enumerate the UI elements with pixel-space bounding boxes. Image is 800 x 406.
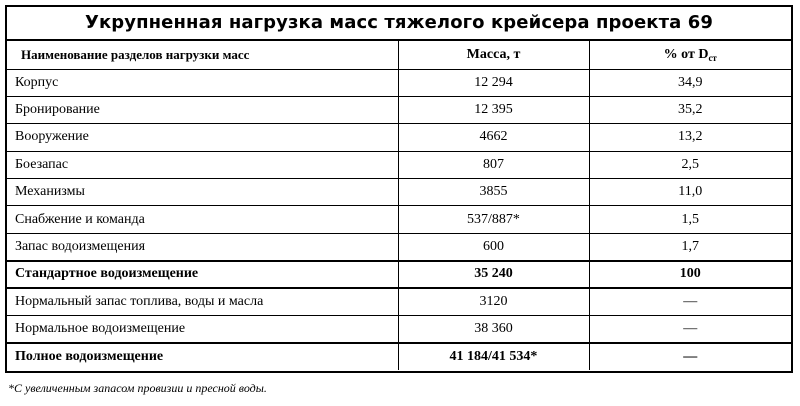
- row-mass-cell: 12 294: [398, 69, 589, 96]
- table-row: [7, 233, 791, 260]
- row-name-cell: Полное водоизмещение: [7, 343, 398, 370]
- row-mass-cell: 4662: [398, 124, 589, 151]
- row-mass-cell: 35 240: [398, 261, 589, 288]
- row-percent-cell: —: [589, 343, 791, 370]
- table-row: [7, 151, 791, 178]
- row-name-cell: Нормальное водоизмещение: [7, 316, 398, 343]
- row-percent-cell: 34,9: [589, 69, 791, 96]
- row-name-cell: Бронирование: [7, 96, 398, 123]
- row-percent-cell: —: [589, 288, 791, 315]
- table-row: [7, 316, 791, 343]
- header-row: [7, 41, 791, 69]
- table-row: [7, 261, 791, 288]
- table-row: [7, 206, 791, 233]
- header-percent: [589, 41, 791, 69]
- header-percent-label: % от D: [663, 46, 709, 62]
- table-row: [7, 124, 791, 151]
- row-name-cell: Запас водоизмещения: [7, 233, 398, 260]
- table-title: Укрупненная нагрузка масс тяжелого крейсера проекта 69: [7, 7, 791, 41]
- row-mass-cell: 38 360: [398, 316, 589, 343]
- header-name: Наименование разделов нагрузки масс: [7, 41, 398, 69]
- table-row: [7, 288, 791, 315]
- row-percent-cell: 11,0: [589, 179, 791, 206]
- row-mass-cell: 537/887*: [398, 206, 589, 233]
- row-mass-cell: 41 184/41 534*: [398, 343, 589, 370]
- row-mass-cell: 600: [398, 233, 589, 260]
- row-mass-cell: 12 395: [398, 96, 589, 123]
- row-mass-cell: 807: [398, 151, 589, 178]
- row-name-cell: Нормальный запас топлива, воды и масла: [7, 288, 398, 315]
- row-percent-cell: 35,2: [589, 96, 791, 123]
- row-name-cell: Механизмы: [7, 179, 398, 206]
- row-name-cell: Корпус: [7, 69, 398, 96]
- mass-load-table: [7, 41, 791, 370]
- row-percent-cell: 13,2: [589, 124, 791, 151]
- header-mass: Масса, т: [398, 41, 589, 69]
- table-row: [7, 96, 791, 123]
- row-percent-cell: 1,7: [589, 233, 791, 260]
- row-percent-cell: 2,5: [589, 151, 791, 178]
- table-row: [7, 69, 791, 96]
- row-percent-cell: —: [589, 316, 791, 343]
- footnote: *С увеличенным запасом провизии и пресной воды.: [8, 381, 267, 395]
- row-name-cell: Вооружение: [7, 124, 398, 151]
- load-table-frame: [5, 5, 793, 373]
- row-percent-cell: 100: [589, 261, 791, 288]
- header-percent-subscript: ст: [708, 52, 717, 63]
- row-mass-cell: 3120: [398, 288, 589, 315]
- row-name-cell: Стандартное водоизмещение: [7, 261, 398, 288]
- row-mass-cell: 3855: [398, 179, 589, 206]
- row-percent-cell: 1,5: [589, 206, 791, 233]
- row-name-cell: Снабжение и команда: [7, 206, 398, 233]
- table-body: [7, 69, 791, 370]
- row-name-cell: Боезапас: [7, 151, 398, 178]
- table-row: [7, 179, 791, 206]
- table-row: [7, 343, 791, 370]
